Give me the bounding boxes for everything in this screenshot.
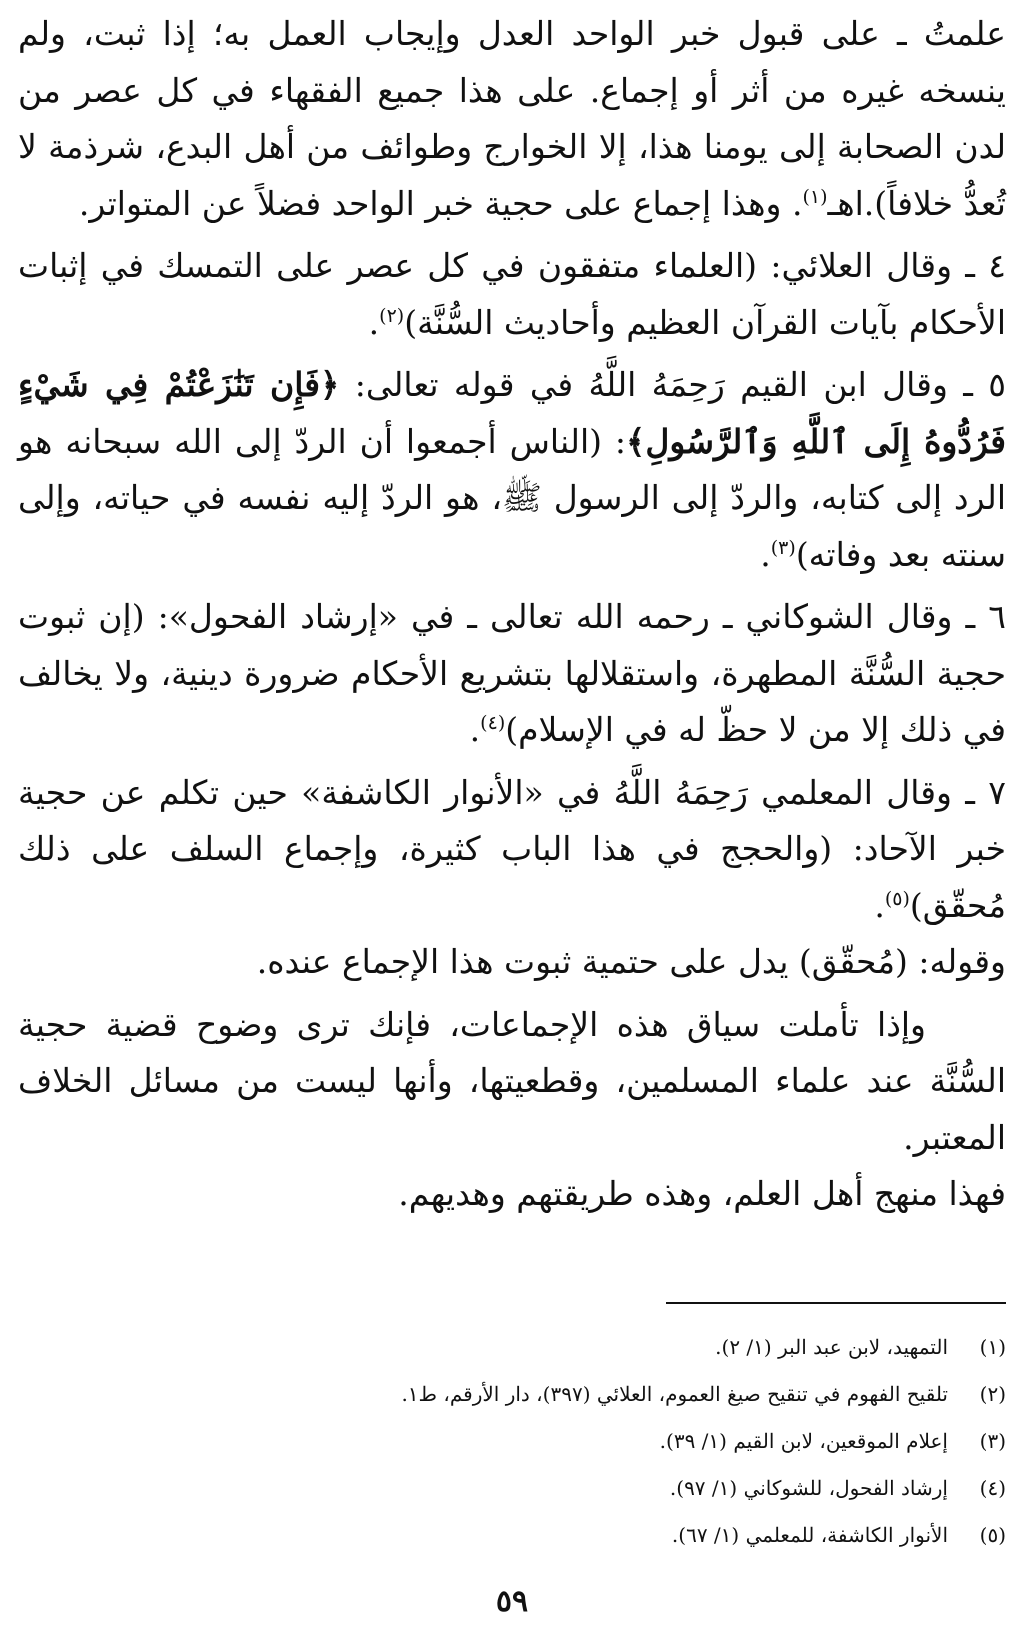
paragraph-text: علمتُ ـ على قبول خبر الواحد العدل وإيجاب العمل به؛ إذا ثبت، ولم ينسخه غيره من أثر أو إجماع. على هذا جميع الفقهاء في كل عصر من لدن الصحابة إلى يومنا هذا، إلا الخوارج وطوائف من أهل البدع، شرذمة لا تُعدُّ خلافاً).اهـ — [18, 14, 1006, 223]
paragraph-almuallimi — [18, 765, 1006, 935]
footnote-item — [18, 1324, 1006, 1371]
paragraph-alshawkani — [18, 589, 1006, 759]
paragraph-text: . — [469, 710, 481, 749]
footnote-number: (٢) — [979, 1382, 1006, 1406]
footnotes-list — [18, 1324, 1006, 1559]
footnote-item — [18, 1371, 1006, 1418]
paragraph-text: . — [368, 302, 380, 342]
footnote-text: تلقيح الفهوم في تنقيح صيغ العموم، العلائي (٣٩٧)، دار الأرقم، ط١. — [401, 1382, 948, 1406]
footnote-item — [18, 1512, 1006, 1559]
footnote-separator — [666, 1302, 1006, 1304]
main-text — [18, 6, 1006, 1223]
paragraph-text: ٧ ـ وقال المعلمي رَحِمَهُ اللَّهُ في «الأنوار الكاشفة» حين تكلم عن حجية خبر الآحاد: (والحجج في هذا الباب كثيرة، وإجماع السلف على ذلك مُحقّق) — [18, 772, 1006, 925]
footnote-item — [18, 1418, 1006, 1465]
paragraph-text: . — [760, 534, 771, 574]
footnote-text: إعلام الموقعين، لابن القيم (١/ ٣٩). — [659, 1429, 948, 1453]
paragraph-conclusion: وإذا تأملت سياق هذه الإجماعات، فإنك ترى وضوح قضية حجية السُّنَّة عند علماء المسلمين، وقطعيتها، وأنها ليست من مسائل الخلاف المعتبر. — [18, 1004, 1006, 1157]
paragraph-closing: فهذا منهج أهل العلم، وهذه طريقتهم وهديهم. — [398, 1174, 1006, 1213]
footnote-ref: (٢) — [379, 304, 405, 327]
footnote-number: (٣) — [979, 1429, 1006, 1453]
footnote-text: التمهيد، لابن عبد البر (١/ ٢). — [715, 1335, 948, 1359]
footnote-item — [18, 1465, 1006, 1512]
paragraph-text: : (الناس أجمعوا أن الردّ إلى الله سبحانه هو الرد إلى كتابه، والردّ إلى الرسول ﷺ، هو الردّ إليه نفسه في حياته، وإلى سنته بعد وفاته) — [18, 421, 1006, 574]
book-page — [18, 6, 1006, 1640]
paragraph-text: . وهذا إجماع على حجية خبر الواحد فضلاً عن المتواتر. — [78, 183, 803, 223]
footnote-ref: (٤) — [480, 712, 506, 734]
paragraph-text: ٦ ـ وقال الشوكاني ـ رحمه الله تعالى ـ في «إرشاد الفحول»: (إن ثبوت حجية السُّنَّة المطهرة، واستقلالها بتشريع الأحكام ضرورة دينية، ولا يخالف في ذلك إلا من لا حظّ له في الإسلام) — [18, 597, 1006, 749]
footnote-text: إرشاد الفحول، للشوكاني (١/ ٩٧). — [669, 1476, 948, 1500]
paragraph-continued-quote — [18, 6, 1006, 232]
footnote-text: الأنوار الكاشفة، للمعلمي (١/ ٦٧). — [671, 1523, 948, 1547]
footnote-number: (١) — [979, 1335, 1006, 1359]
footnote-number: (٥) — [979, 1523, 1006, 1547]
paragraph-text: ٥ ـ وقال ابن القيم رَحِمَهُ اللَّهُ في قوله تعالى: — [339, 365, 1006, 404]
paragraph-text: ٤ ـ وقال العلائي: (العلماء متفقون في كل عصر على التمسك في إثبات الأحكام بآيات القرآن العظيم وأحاديث السُّنَّة) — [18, 246, 1006, 342]
footnote-number: (٤) — [979, 1476, 1006, 1500]
page-number: ٥٩ — [495, 1584, 529, 1619]
paragraph-alalai — [18, 238, 1006, 351]
paragraph-ibn-alqayyim — [18, 357, 1006, 583]
paragraph-text: . — [874, 885, 885, 925]
paragraph-muhaqqaq-note: وقوله: (مُحقّق) يدل على حتمية ثبوت هذا الإجماع عنده. — [256, 942, 1006, 981]
footnote-ref: (٥) — [884, 887, 910, 910]
footnote-ref: (١) — [802, 185, 828, 208]
footnote-ref: (٣) — [770, 536, 796, 559]
quran-verse: ﴿فَإِن تَنَٰزَعْتُمْ فِي شَيْءٍ فَرُدُّوهُ إِلَى ٱللَّهِ وَٱلرَّسُولِ﴾ — [18, 365, 1006, 461]
